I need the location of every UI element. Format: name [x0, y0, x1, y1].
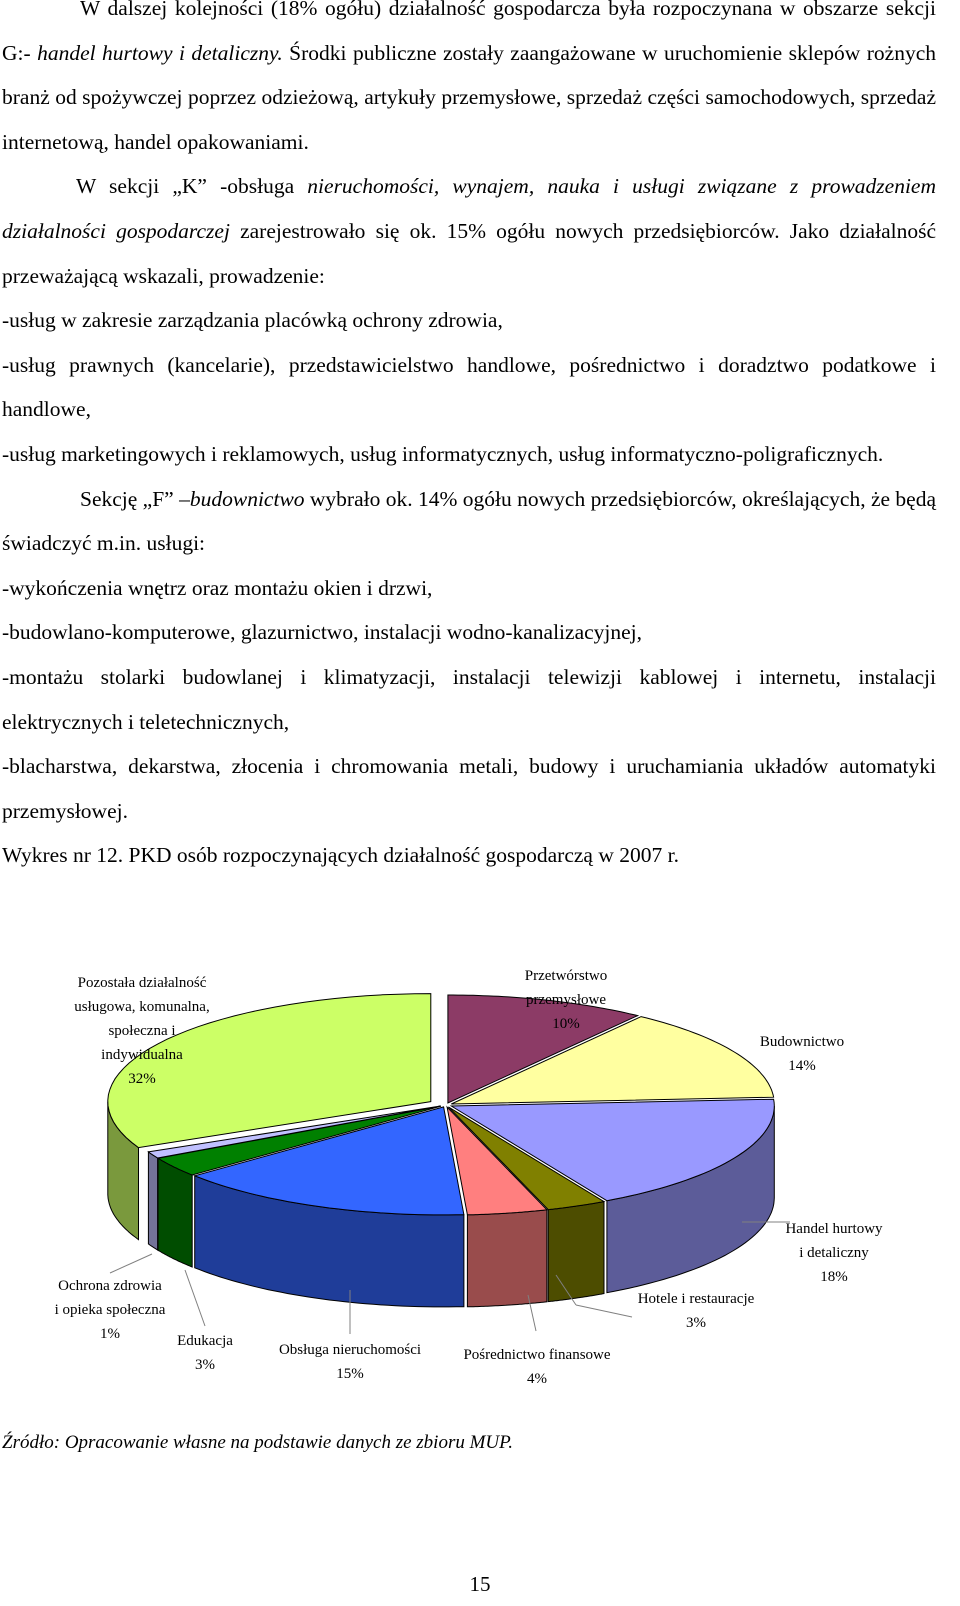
slice-label-line: Handel hurtowy	[785, 1221, 883, 1237]
slice-label	[55, 1278, 166, 1342]
source-note: Źródło: Opracowanie własne na podstawie danych ze zbioru MUP.	[2, 1432, 514, 1453]
slice-label	[279, 1342, 421, 1382]
slice-label-line: 1%	[100, 1326, 120, 1342]
text-segment: nieruchomości, wynajem, nauka i usługi związane z prowadzeniem działalności gospodarczej	[2, 174, 936, 243]
slice-label	[177, 1333, 233, 1373]
pie-slice-side	[548, 1202, 604, 1302]
paragraph	[2, 477, 936, 566]
chart-caption	[2, 833, 936, 878]
paragraph	[2, 610, 936, 655]
text-segment: Sekcję „F” –	[80, 486, 190, 511]
text-segment: W dalszej kolejności (18% ogółu) działalność gospodarcza była rozpoczynana w obszarze sekcji G:-	[2, 0, 936, 65]
paragraph	[2, 655, 936, 744]
paragraph	[2, 0, 936, 164]
slice-label-line: 3%	[195, 1357, 215, 1373]
slice-label-line: i detaliczny	[799, 1245, 869, 1261]
slice-label-line: społeczna i	[108, 1023, 176, 1039]
paragraph	[2, 298, 936, 343]
slice-label-line: Hotele i restauracje	[637, 1291, 755, 1307]
slice-label-line: indywidualna	[101, 1047, 183, 1063]
leader-line	[576, 1305, 632, 1317]
slice-label-line: Pozostała działalność	[77, 975, 207, 991]
slice-label-line: 4%	[527, 1371, 547, 1387]
text-segment: -wykończenia wnętrz oraz montażu okien i drzwi,	[2, 575, 433, 600]
text-segment: Wykres nr 12. PKD osób rozpoczynających działalność gospodarczą w 2007 r.	[2, 843, 679, 868]
paragraph	[2, 566, 936, 611]
text-segment: -budowlano-komputerowe, glazurnictwo, instalacji wodno-kanalizacyjnej,	[2, 620, 643, 645]
pie-slice-side	[148, 1152, 157, 1250]
page-number: 15	[469, 1572, 491, 1596]
pie-slice-side	[158, 1158, 192, 1267]
paragraph	[2, 164, 936, 298]
leader-line	[110, 1254, 152, 1273]
slice-label-line: 15%	[336, 1366, 364, 1382]
slice-label-line: usługowa, komunalna,	[74, 999, 210, 1015]
slice-label-line: Budownictwo	[759, 1034, 845, 1050]
slice-label-line: 14%	[788, 1058, 816, 1074]
paragraph	[2, 432, 936, 477]
slice-label	[638, 1291, 755, 1331]
body-text	[2, 0, 936, 878]
slice-label-line: Obsługa nieruchomości	[278, 1342, 422, 1358]
slice-label	[785, 1221, 883, 1285]
paragraph	[2, 343, 936, 432]
text-segment: zarejestrowało się ok. 15% ogółu nowych przedsiębiorców. Jako działalność przeważającą wskazali, prowadzenie:	[2, 218, 936, 288]
paragraph	[2, 744, 936, 833]
slice-label-line: Pośrednictwo finansowe	[463, 1347, 611, 1363]
slice-label-line: przemysłowe	[526, 992, 606, 1008]
slice-label	[760, 1034, 844, 1074]
pie-slice-side	[467, 1210, 547, 1307]
slice-label	[463, 1347, 610, 1387]
leader-line	[185, 1270, 205, 1326]
slice-label-line: 10%	[552, 1016, 580, 1032]
slice-label-line: Przetwórstwo	[524, 968, 608, 984]
text-segment: -usług marketingowych i reklamowych, usług informatycznych, usług informatyczno-poligraficznych.	[2, 441, 884, 466]
slice-label-line: 18%	[820, 1269, 848, 1285]
slice-label-line: Ochrona zdrowia	[58, 1278, 162, 1294]
text-segment: wybrało ok. 14% ogółu nowych przedsiębiorców, określających, że będą świadczyć m.in. usługi:	[2, 486, 936, 556]
text-segment: handel hurtowy i detaliczny.	[37, 40, 283, 65]
slice-label-line: i opieka społeczna	[54, 1302, 166, 1318]
slice-label-line: 32%	[128, 1071, 156, 1087]
pie-chart	[0, 960, 960, 1430]
text-segment: -usług prawnych (kancelarie), przedstawicielstwo handlowe, pośrednictwo i doradztwo podatkowe i handlowe,	[2, 352, 936, 422]
slice-label-line: 3%	[686, 1315, 706, 1331]
text-segment: -montażu stolarki budowlanej i klimatyzacji, instalacji telewizji kablowej i internetu, instalacji elektrycznych i teletechnicznych,	[2, 664, 936, 734]
text-segment: Środki publiczne zostały zaangażowane w uruchomienie sklepów rożnych branż od spożywczej poprzez odzieżową, artykuły przemysłowe, sprzedaż części samochodowych, sprzedaż internetową, handel opakowaniami.	[2, 40, 936, 154]
text-segment: -usług w zakresie zarządzania placówką ochrony zdrowia,	[2, 308, 503, 333]
text-segment: -blacharstwa, dekarstwa, złocenia i chromowania metali, budowy i uruchamiania układów automatyki przemysłowej.	[2, 754, 936, 823]
slice-label-line: Edukacja	[177, 1333, 233, 1349]
text-segment: W sekcji „K” -obsługa	[76, 174, 308, 199]
text-segment: budownictwo	[189, 486, 305, 511]
